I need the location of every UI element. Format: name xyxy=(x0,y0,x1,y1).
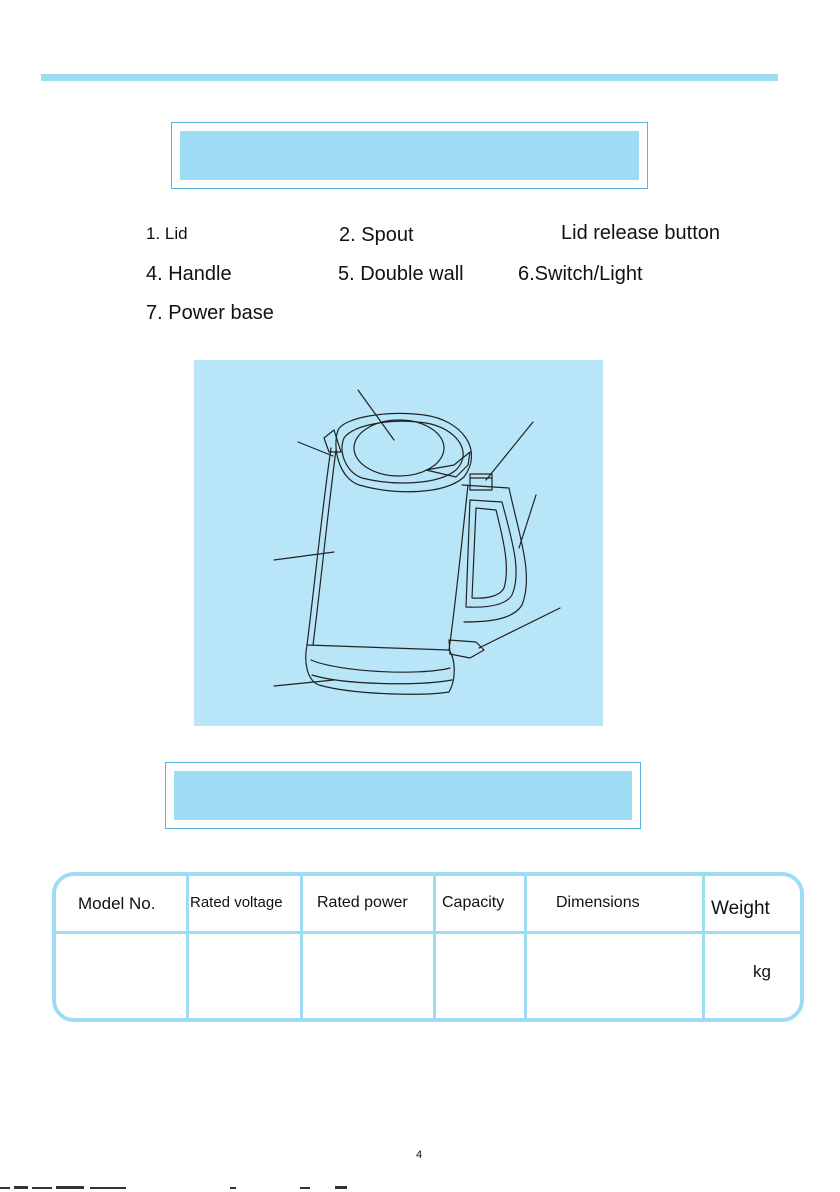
table-header-model-no: Model No. xyxy=(78,894,156,913)
table-header-dimensions: Dimensions xyxy=(556,894,640,911)
part-label-double-wall: 5. Double wall xyxy=(338,263,464,285)
top-divider-bar xyxy=(41,74,778,81)
page-number: 4 xyxy=(416,1149,423,1161)
table-header-capacity: Capacity xyxy=(442,894,505,911)
table-column-divider xyxy=(300,876,303,1018)
table-header-weight: Weight xyxy=(711,898,770,919)
table-header-rated-voltage: Rated voltage xyxy=(190,894,283,911)
part-label-handle: 4. Handle xyxy=(146,263,232,285)
section-title-fill xyxy=(180,131,639,180)
part-label-lid-release-button: Lid release button xyxy=(561,222,721,244)
table-column-divider xyxy=(186,876,189,1018)
table-header-rated-power: Rated power xyxy=(317,894,408,911)
table-column-divider xyxy=(524,876,527,1018)
part-label-switch-light: 6.Switch/Light xyxy=(518,263,643,285)
table-column-divider xyxy=(433,876,436,1018)
section-title-fill xyxy=(174,771,632,820)
part-label-lid: 1. Lid xyxy=(146,224,188,243)
part-label-spout: 2. Spout xyxy=(339,224,414,246)
part-label-power-base: 7. Power base xyxy=(146,302,274,324)
scan-edge-artifact xyxy=(0,1185,360,1192)
specifications-table xyxy=(52,872,804,1022)
weight-unit: kg xyxy=(753,962,771,981)
table-row-divider xyxy=(56,931,800,934)
section-title-banner-parts xyxy=(171,122,648,189)
table-column-divider xyxy=(702,876,705,1018)
kettle-illustration xyxy=(194,360,603,726)
kettle-diagram xyxy=(194,360,603,726)
section-title-banner-specs xyxy=(165,762,641,829)
